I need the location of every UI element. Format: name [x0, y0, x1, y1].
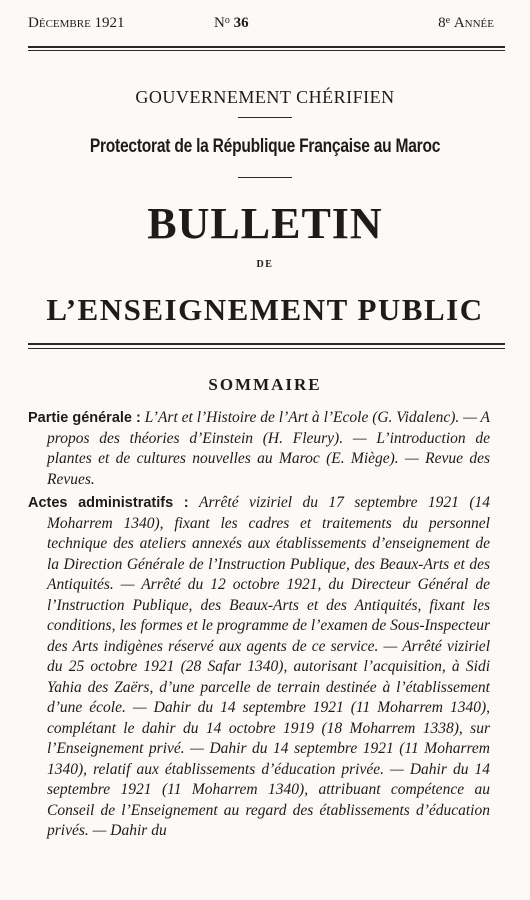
divider [238, 177, 292, 178]
section-heading: Actes administratifs : [28, 495, 189, 511]
title-rule-thin [28, 348, 505, 349]
edition-year: 8e Année [438, 15, 494, 31]
sommaire-entry [28, 408, 490, 490]
bulletin-title: BULLETIN [147, 199, 383, 248]
sommaire-entry [28, 493, 490, 842]
masthead-rule [28, 46, 505, 48]
section-heading: Partie générale : [28, 410, 141, 426]
government-heading: GOUVERNEMENT CHÉRIFIEN [135, 87, 395, 107]
section-text: Arrêté viziriel du 17 septembre 1921 (14 Moharrem 1340), fixant les cadres et traitements du personnel technique des ateliers annexés aux établissements d’enseignement de la Direction Générale de l’Instruction Publique, des Beaux-Arts et des Antiquités. — Arrêté du 12 octobre 1921, du Directeur Général de l’Instruction Publique, des Beaux-Arts et des Antiquités, fixant les conditions, les formes et le programme de l’examen de Sous-Inspecteur des Arts indigènes réservé aux agents de ce service. — Arrêté viziriel du 25 octobre 1921 (28 Safar 1340), autorisant l’acquisition, à Sidi Yahia des Zaërs, d’une parcelle de terrain destinée à l’établissement d’une école. — Dahir du 14 septembre 1921 (11 Moharrem 1340), complétant le dahir du 14 octobre 1919 (18 Moharrem 1338), sur l’Enseignement privé. — Dahir du 14 septembre 1921 (11 Moharrem 1340), relatif aux établissements d’éducation privée. — Dahir du 14 septembre 1921 (11 Moharrem 1340), attribuant compétence au Conseil de l’Enseignement au regard des établissements d’éducation privés. — Dahir du [47, 494, 490, 839]
title-connector: DE [256, 259, 274, 270]
bulletin-subtitle: L’ENSEIGNEMENT PUBLIC [46, 292, 484, 327]
masthead [0, 15, 530, 39]
protectorate-heading: Protectorat de la République Française au Maroc [89, 136, 441, 157]
section-text: L’Art et l’Histoire de l’Art à l’Ecole (G. Vidalenc). — A propos des théories d’Einstein (H. Fleury). — L’introduction de plantes et de cultures nouvelles au Maroc (E. Miège). — Revue des Revues. [47, 409, 491, 488]
issue-date: Décembre 1921 [28, 15, 125, 31]
sommaire-heading: SOMMAIRE [208, 375, 322, 394]
issue-number: $N^o$ 36 [214, 15, 249, 31]
divider [238, 117, 292, 118]
title-rule [28, 343, 505, 345]
masthead-rule-thin [28, 50, 505, 51]
